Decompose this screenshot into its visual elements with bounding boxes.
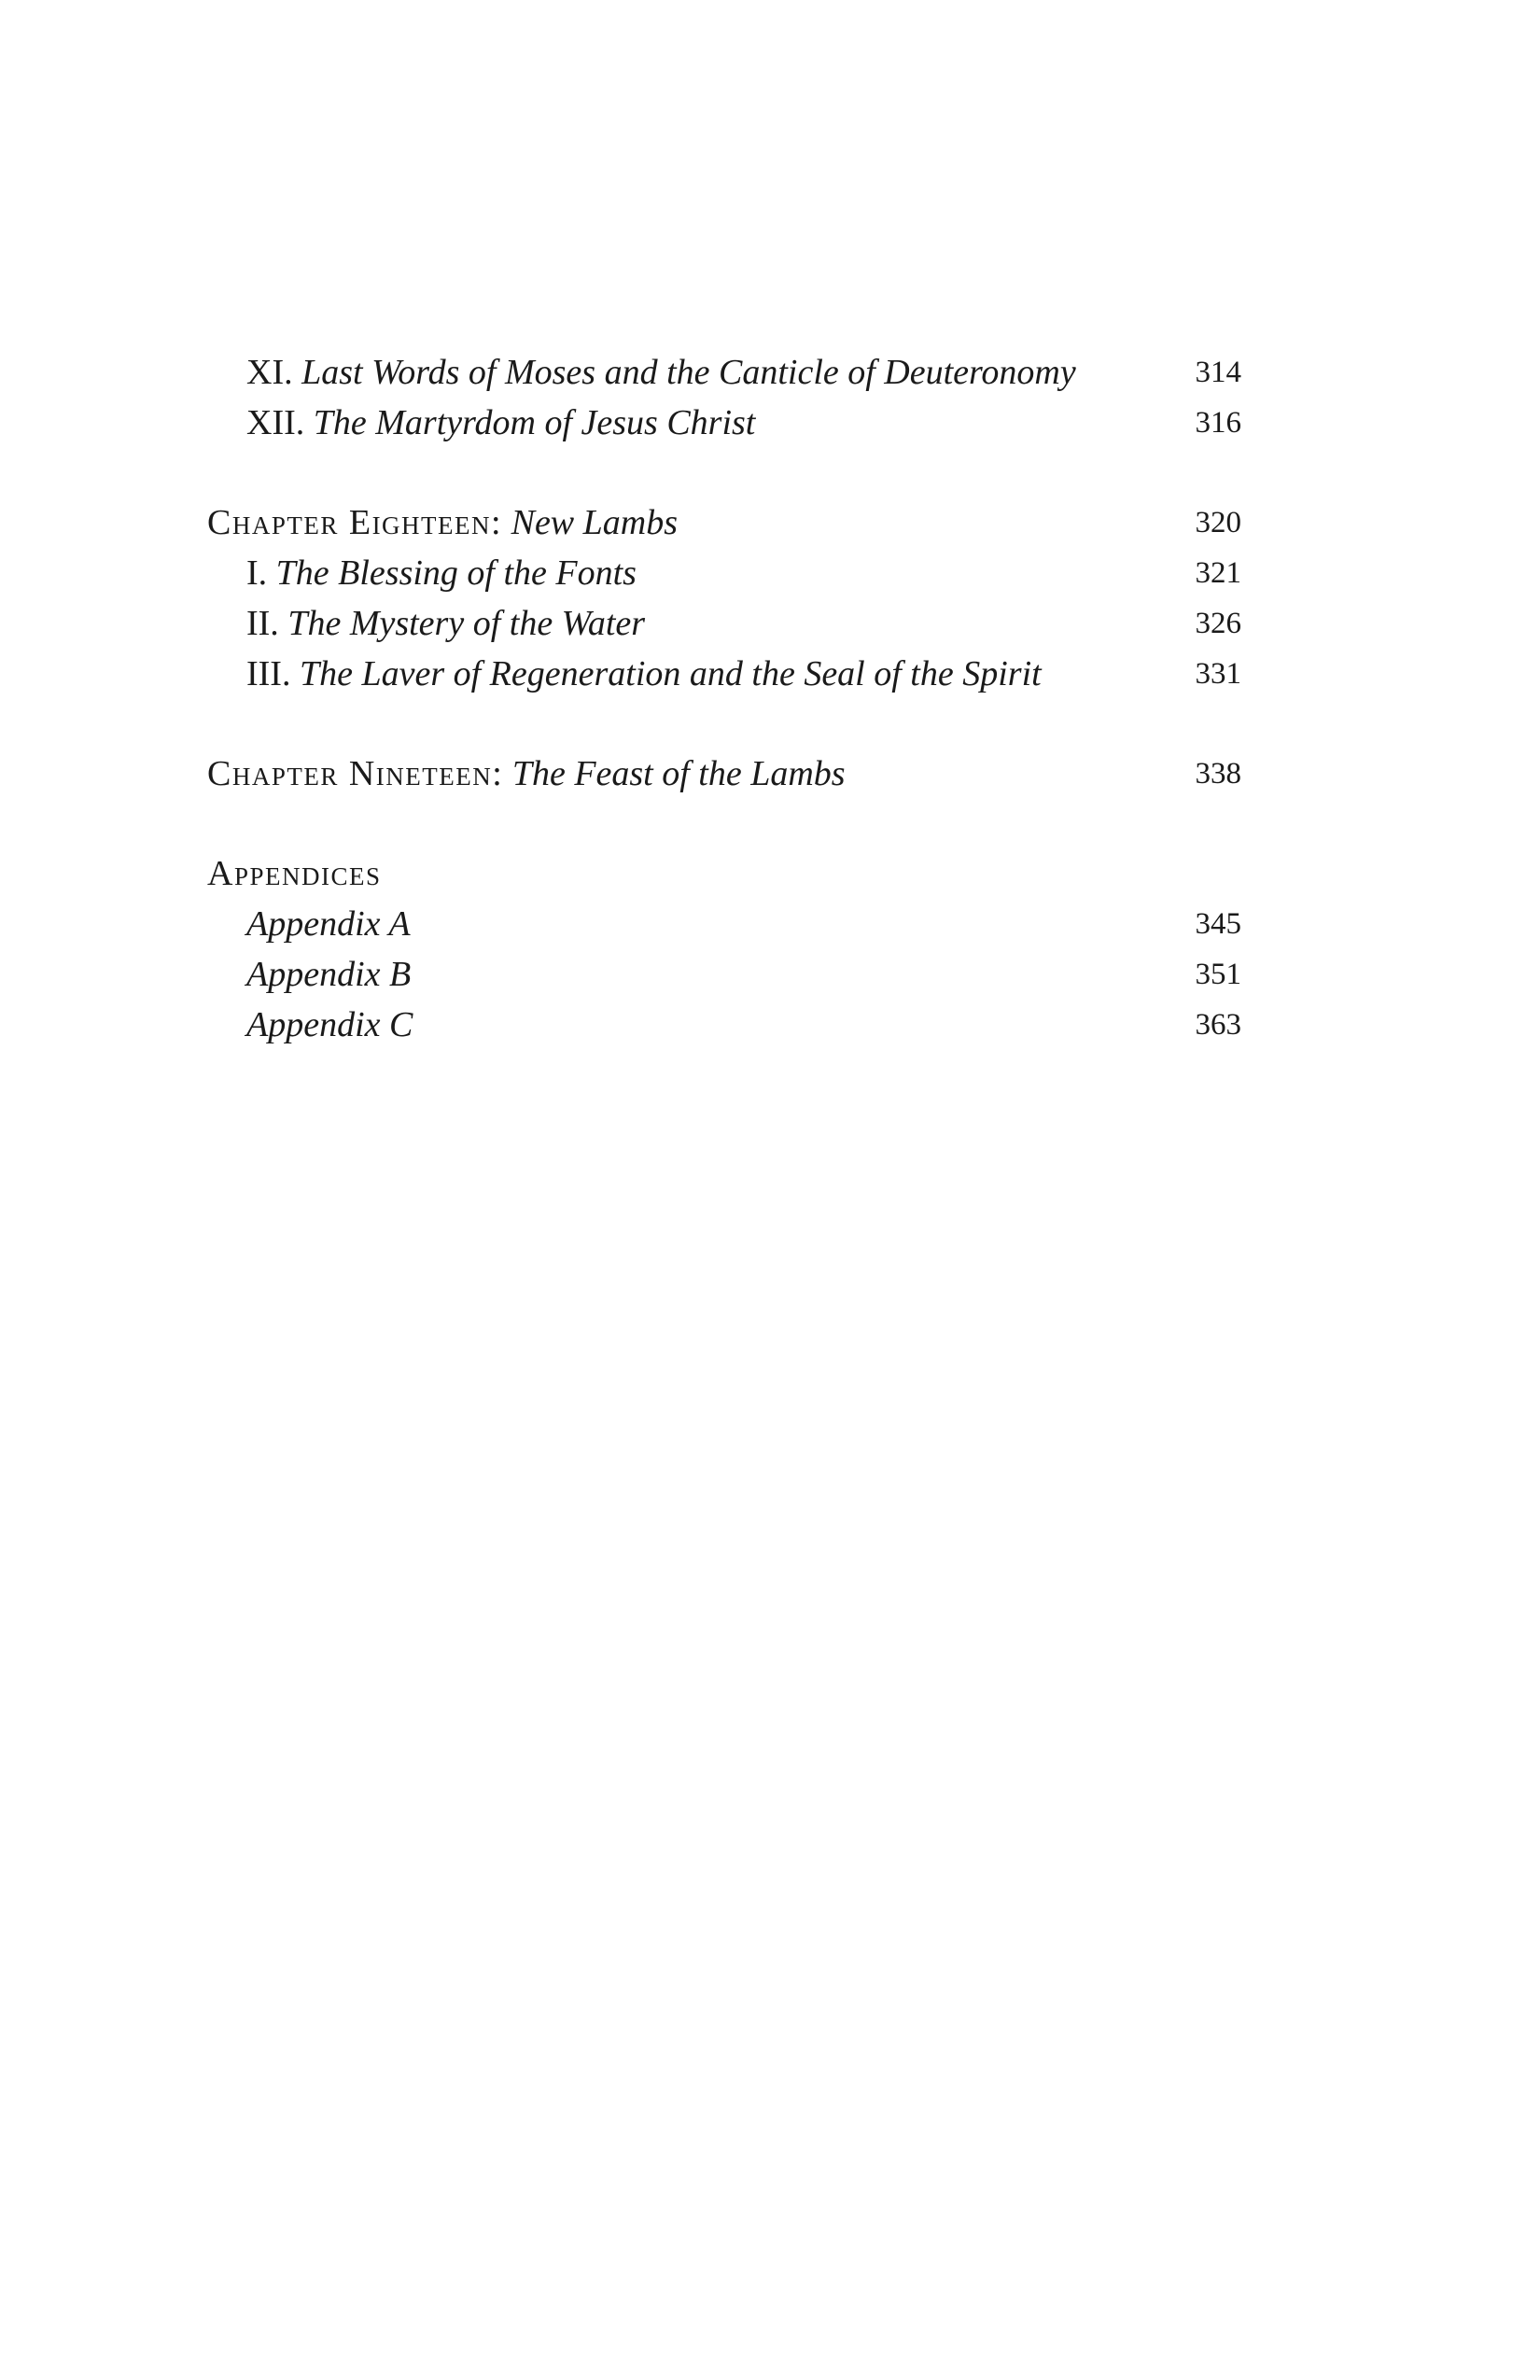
- toc-numeral: I.: [246, 553, 268, 593]
- toc-chapter-label: Chapter Eighteen:: [207, 503, 503, 542]
- toc-numeral: III.: [246, 654, 291, 693]
- toc-chapter-nineteen: [207, 749, 1241, 799]
- toc-entry-ii: [207, 598, 1241, 649]
- toc-page-number: 321: [1195, 556, 1241, 590]
- toc-title: Last Words of Moses and the Canticle of Deuteronomy: [301, 353, 1076, 392]
- toc-section-appendices: [207, 848, 1241, 899]
- toc-title: Appendix B: [246, 955, 412, 994]
- toc-page-number: 345: [1195, 907, 1241, 941]
- toc-page-number: 331: [1195, 657, 1241, 691]
- toc-page-number: 320: [1195, 506, 1241, 539]
- toc-title: Appendix C: [246, 1005, 413, 1044]
- toc-title: The Blessing of the Fonts: [275, 553, 637, 593]
- toc-entry-xii: [207, 398, 1241, 448]
- toc-entry-appendix-b: [207, 949, 1241, 1000]
- toc-page-number: 326: [1195, 607, 1241, 640]
- toc-numeral: XII.: [246, 403, 305, 442]
- toc-numeral: XI.: [246, 353, 293, 392]
- toc-section-label: Appendices: [207, 854, 382, 893]
- toc-title: The Martyrdom of Jesus Christ: [313, 403, 756, 442]
- toc-entry-iii: [207, 649, 1241, 699]
- toc-numeral: II.: [246, 604, 279, 643]
- toc-chapter-label: Chapter Nineteen:: [207, 754, 504, 793]
- toc-chapter-title: New Lambs: [511, 503, 679, 542]
- toc-page-number: 314: [1195, 356, 1241, 389]
- toc-page-number: 351: [1195, 958, 1241, 991]
- toc-chapter-eighteen: [207, 497, 1241, 548]
- toc-title: The Mystery of the Water: [287, 604, 646, 643]
- toc-page-number: 338: [1195, 757, 1241, 791]
- toc-entry-xi: [207, 347, 1241, 398]
- toc-entry-appendix-a: [207, 899, 1241, 949]
- table-of-contents: [207, 347, 1241, 1050]
- toc-chapter-title: The Feast of the Lambs: [511, 754, 846, 793]
- toc-page-number: 316: [1195, 406, 1241, 440]
- toc-title: The Laver of Regeneration and the Seal of the Spirit: [299, 654, 1042, 693]
- toc-entry-appendix-c: [207, 1000, 1241, 1050]
- toc-page-number: 363: [1195, 1008, 1241, 1042]
- toc-title: Appendix A: [246, 904, 411, 944]
- toc-entry-i: [207, 548, 1241, 598]
